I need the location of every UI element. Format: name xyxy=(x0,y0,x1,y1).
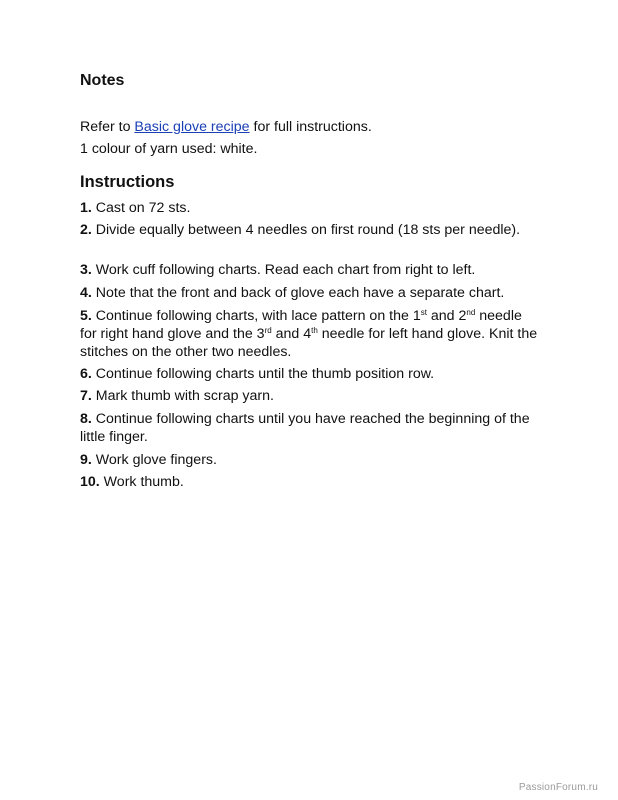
notes-reference-line xyxy=(80,118,540,136)
notes-heading: Notes xyxy=(80,72,125,89)
ordinal-suffix: th xyxy=(311,326,318,335)
step-number: 1. xyxy=(80,200,92,216)
ordinal-suffix: nd xyxy=(466,308,476,317)
notes-reference-prefix: Refer to xyxy=(80,119,135,135)
step-text: Continue following charts until you have reached the beginning of the little finger. xyxy=(80,411,530,445)
instruction-step-9 xyxy=(80,451,540,469)
step-number: 10. xyxy=(80,474,100,490)
instruction-step-10 xyxy=(80,473,540,491)
basic-glove-recipe-link[interactable]: Basic glove recipe xyxy=(134,119,250,135)
step-number: 3. xyxy=(80,262,92,278)
step-number: 7. xyxy=(80,388,92,404)
instructions-heading: Instructions xyxy=(80,173,175,191)
notes-yarn-line: 1 colour of yarn used: white. xyxy=(80,141,258,157)
step-text: Note that the front and back of glove each have a separate chart. xyxy=(91,285,505,301)
step-text: Continue following charts until the thumb position row. xyxy=(91,366,435,382)
step-text-part: Continue following charts, with lace pattern on the 1 xyxy=(91,308,421,324)
notes-reference-suffix: for full instructions. xyxy=(249,119,372,135)
step-text-part: and 4 xyxy=(271,326,312,342)
instruction-step-5 xyxy=(80,307,540,361)
instruction-step-3 xyxy=(80,261,540,279)
instruction-step-7 xyxy=(80,387,540,405)
step-number: 2. xyxy=(80,222,92,238)
step-number: 6. xyxy=(80,366,92,382)
step-text-part: and 2 xyxy=(426,308,467,324)
step-text: Work cuff following charts. Read each chart from right to left. xyxy=(91,262,476,278)
instruction-step-1 xyxy=(80,199,540,217)
step-number: 9. xyxy=(80,452,92,468)
step-text: Mark thumb with scrap yarn. xyxy=(91,388,274,404)
step-number: 4. xyxy=(80,285,92,301)
ordinal-suffix: st xyxy=(420,308,427,317)
instruction-step-8 xyxy=(80,410,540,446)
watermark: PassionForum.ru xyxy=(518,782,598,793)
step-text: Cast on 72 sts. xyxy=(91,200,191,216)
instruction-step-2 xyxy=(80,221,540,239)
step-text: Work glove fingers. xyxy=(91,452,217,468)
ordinal-suffix: rd xyxy=(264,326,272,335)
step-text-part: needle for left hand glove. Knit the stitches on the other two needles. xyxy=(80,326,538,360)
instruction-step-4 xyxy=(80,284,540,302)
instruction-step-6 xyxy=(80,365,540,383)
step-number: 5. xyxy=(80,308,92,324)
step-text: Divide equally between 4 needles on first round (18 sts per needle). xyxy=(91,222,521,238)
step-text: Work thumb. xyxy=(99,474,184,490)
step-number: 8. xyxy=(80,411,92,427)
step-text-part: needle for right hand glove and the 3 xyxy=(80,308,522,342)
